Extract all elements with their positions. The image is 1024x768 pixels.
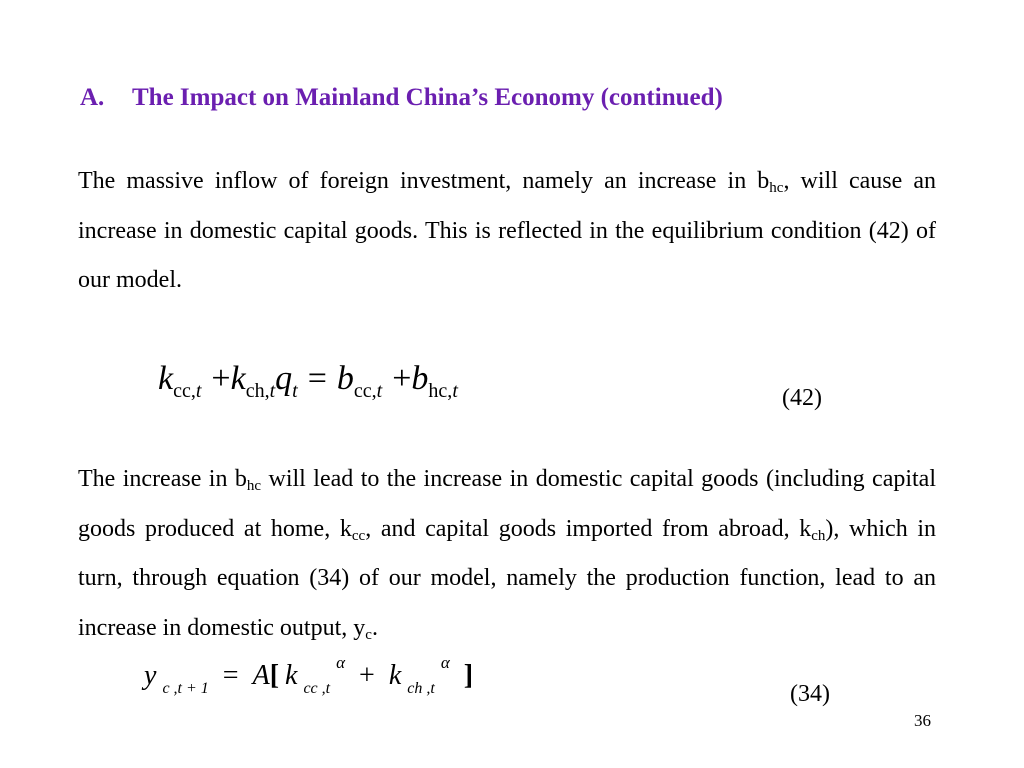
eq42-plus-1: +: [211, 360, 231, 397]
eq34-A: A: [252, 660, 270, 691]
eq42-plus-2: +: [392, 360, 412, 397]
page-number: 36: [914, 711, 931, 730]
eq34-equals: =: [222, 660, 239, 691]
equation-42-number: (42): [782, 385, 822, 411]
paragraph-1-subscript-hc: hc: [769, 180, 784, 196]
equation-34: [144, 653, 474, 697]
eq34-sub-cc: cc ,t: [303, 680, 331, 697]
eq34-sub-ch: ch ,t: [407, 680, 435, 697]
paragraph-2-text-a: The increase in b: [78, 466, 247, 492]
paragraph-2: [78, 455, 936, 653]
eq42-b-cc: b: [336, 360, 354, 397]
eq34-k-cc: k: [285, 660, 298, 691]
eq42-sub-hc: hc,t: [428, 380, 458, 402]
eq42-q: q: [275, 360, 293, 397]
paragraph-2-text-d: ), which in turn, through equation (34) of our model, namely the production function, lead to an increase in domestic output, y: [78, 515, 937, 641]
eq34-k-ch: k: [388, 660, 402, 691]
eq34-sub-y: c ,t + 1: [162, 680, 209, 697]
paragraph-2-text-c: , and capital goods imported from abroad, k: [365, 515, 812, 542]
paragraph-2-subscript-ch: ch: [811, 527, 826, 544]
section-letter: A.: [80, 84, 105, 111]
eq42-sub-b-cc: cc,t: [353, 380, 383, 402]
eq42-b-hc: b: [411, 360, 429, 397]
eq34-plus: +: [359, 660, 375, 691]
section-heading: [80, 84, 723, 112]
paragraph-2-subscript-hc: hc: [246, 478, 262, 494]
equation-42: [158, 360, 458, 402]
paragraph-2-text-e: .: [371, 614, 378, 641]
paragraph-1-text-a: The massive inflow of foreign investment, namely an increase in b: [78, 168, 770, 194]
eq42-equals: =: [307, 360, 327, 397]
section-title: The Impact on Mainland China’s Economy (continued): [132, 84, 723, 111]
eq42-k-cc: k: [158, 360, 174, 397]
paragraph-2-subscript-cc: cc: [351, 527, 366, 544]
eq42-sub-cc: cc,t: [173, 380, 202, 402]
paragraph-2-subscript-c: c: [365, 626, 372, 643]
paragraph-2-text-b: will lead to the increase in domestic capital goods (including capital goods produced at home, k: [78, 466, 936, 542]
eq34-right-bracket: ]: [463, 660, 474, 691]
eq42-k-ch: k: [230, 360, 246, 397]
eq34-alpha-2: α: [440, 653, 450, 672]
eq34-y: y: [144, 660, 157, 691]
eq42-sub-ch: ch,t: [245, 380, 276, 402]
paragraph-1-text-b: , will cause an increase in domestic capital goods. This is reflected in the equilibrium condition (42) of our model.: [78, 168, 936, 293]
paragraph-1: [78, 157, 936, 306]
equation-34-number: (34): [790, 681, 830, 707]
eq34-alpha-1: α: [336, 653, 346, 672]
eq42-sub-q: t: [292, 380, 298, 402]
eq34-left-bracket: [: [269, 660, 280, 691]
